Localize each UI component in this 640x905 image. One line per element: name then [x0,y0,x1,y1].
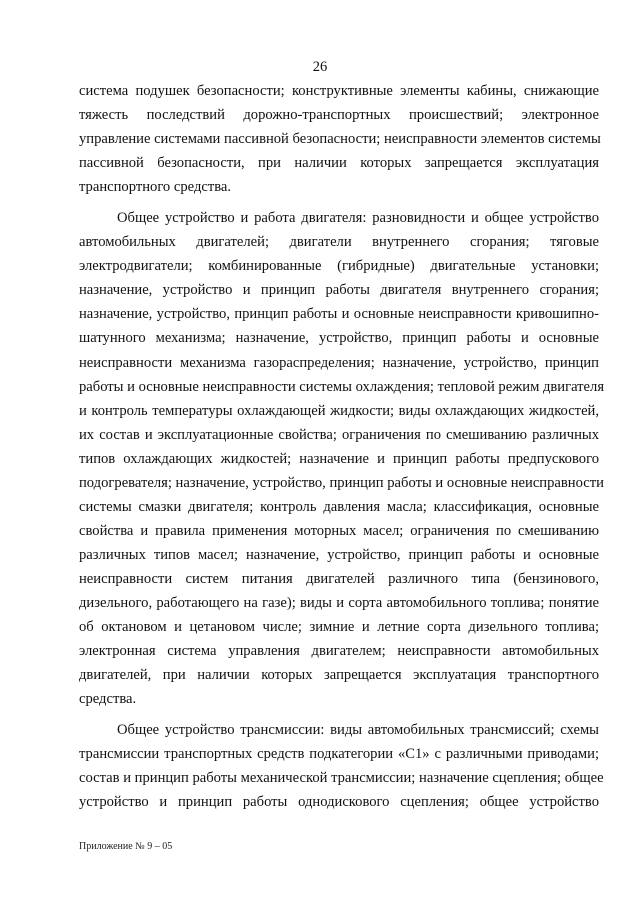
text-line: дизельного, работающего на газе); виды и сорта автомобильного топлива; понятие [79,594,599,611]
text-line: средства. [79,691,137,708]
text-line: автомобильных двигателей; двигатели внутреннего сгорания; тяговые [79,234,599,251]
footer-note: Приложение № 9 – 05 [79,841,173,852]
text-line: типов охлаждающих жидкостей; назначение и принцип работы предпускового [79,450,599,467]
text-line: трансмиссии транспортных средств подкатегории «C1» с различными приводами; [79,746,599,763]
document-body [79,79,605,814]
text-line: управление системами пассивной безопасности; неисправности элементов системы [79,131,601,148]
text-line: пассивной безопасности, при наличии которых запрещается эксплуатация [79,155,599,172]
text-line: системы смазки двигателя; контроль давления масла; классификация, основные [79,498,599,515]
paragraph-2 [79,206,605,711]
text-line: шатунного механизма; назначение, устройство, принцип работы и основные [79,330,599,347]
text-line: и контроль температуры охлаждающей жидкости; виды охлаждающих жидкостей, [79,402,599,419]
text-line: назначение, устройство, принцип работы и основные неисправности кривошипно- [79,306,599,323]
paragraph-1 [79,79,599,199]
text-line: электродвигатели; комбинированные (гибридные) двигательные установки; [79,258,599,275]
text-line: устройство и принцип работы однодискового сцепления; общее устройство [79,794,599,811]
text-line: Общее устройство и работа двигателя: разновидности и общее устройство [117,210,599,227]
text-line: неисправности механизма газораспределения; назначение, устройство, принцип [79,354,599,371]
text-line: транспортного средства. [79,179,232,196]
text-line: система подушек безопасности; конструктивные элементы кабины, снижающие [79,83,599,99]
text-line: свойства и правила применения моторных масел; ограничения по смешиванию [79,522,599,539]
text-line: их состав и эксплуатационные свойства; ограничения по смешиванию различных [79,426,599,443]
text-line: работы и основные неисправности системы охлаждения; тепловой режим двигателя [79,378,605,395]
text-line: различных типов масел; назначение, устройство, принцип работы и основные [79,546,599,563]
text-line: состав и принцип работы механической трансмиссии; назначение сцепления; общее [79,770,604,787]
text-line: тяжесть последствий дорожно-транспортных происшествий; электронное [79,107,599,124]
text-line: двигателей, при наличии которых запрещается эксплуатация транспортного [79,667,599,684]
text-line: об октановом и цетановом числе; зимние и летние сорта дизельного топлива; [79,619,599,636]
text-line: Общее устройство трансмиссии: виды автомобильных трансмиссий; схемы [117,722,599,739]
page-number: 26 [312,59,328,75]
text-line: неисправности систем питания двигателей различного типа (бензинового, [79,570,599,587]
paragraph-3 [79,718,604,814]
text-line: подогревателя; назначение, устройство, принцип работы и основные неисправности [79,474,604,491]
text-line: электронная система управления двигателем; неисправности автомобильных [79,643,599,660]
text-line: назначение, устройство и принцип работы двигателя внутреннего сгорания; [79,282,599,299]
